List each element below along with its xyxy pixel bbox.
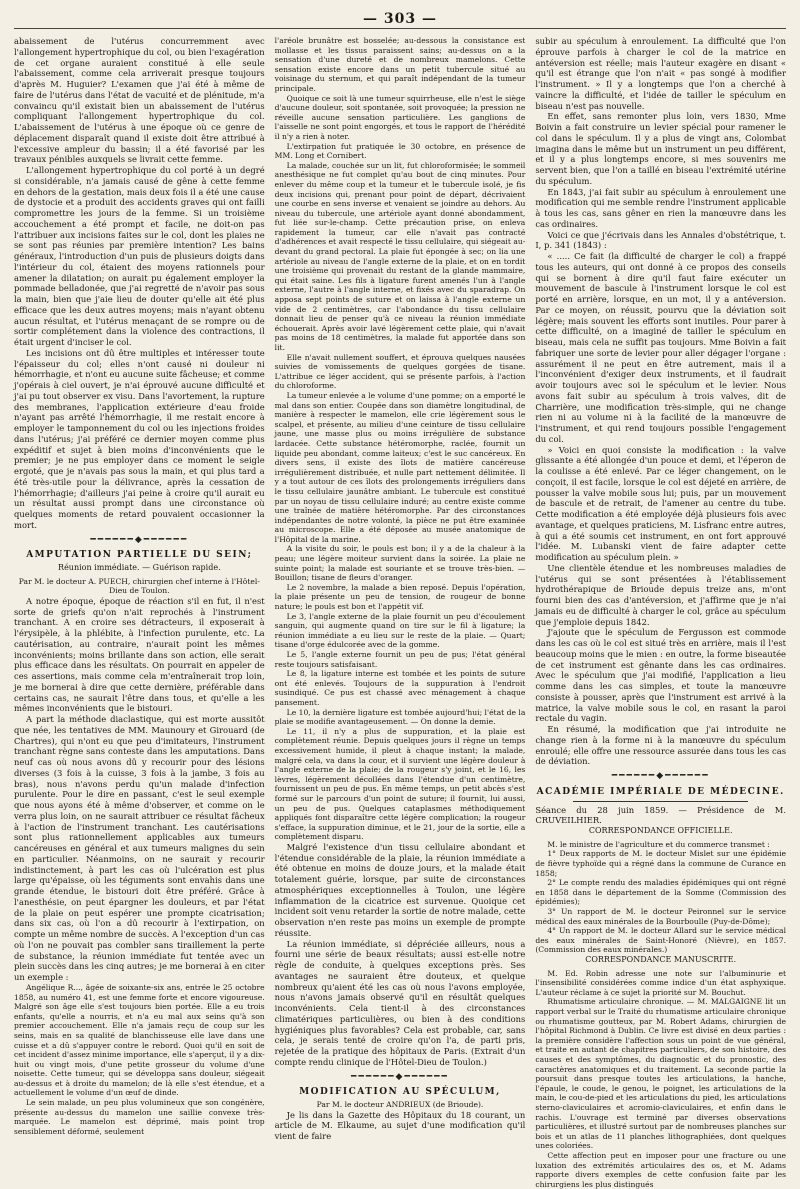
paragraph: M. Ed. Robin adresse une note sur l'albuminurie et l'insensibilité considérées comme indice d'un état asphyxique. L'auteur réclame à ce sujet la priorité sur M. Bouchut. — [535, 968, 787, 997]
paragraph: L'allongement hypertrophique du col porté à un degré si considérable, n'a jamais causé de gêne à cette femme en dehors de la gestation, mais deux fois il a été une cause de dystocie et a produit des accidents graves qui ont failli compromettre les jours de la femme. Si un troisième accouchement a été prompt et facile, ne doit-on pas l'attribuer aux incisions faites sur le col, dont les plaies ne se sont pas réunies par première intention? Les bains généraux, l'introduction d'un puis de plusieurs doigts dans l'intérieur du col, étaient des moyens rationnels pour amener la dilatation; on aurait pu également employer la pommade belladonée, que j'ai regretté de n'avoir pas sous la main, bien que j'aie lieu de douter qu'elle ait été plus efficace que les deux autres moyens; mais n'ayant obtenu aucun résultat, et l'utérus menaçant de se rompre ou de sortir complétement dans la violence des contractions, il était urgent d'inciser le col. — [14, 165, 265, 347]
paragraph: L'extirpation fut pratiquée le 30 octobre, en présence de MM. Long et Cornibert. — [274, 141, 526, 161]
paragraph: Malgré l'existence d'un tissu cellulaire abondant et l'étendue considérable de la plaie, la réunion immédiate a été obtenue en moins de douze jours, et la malade était totalement guérie, lorsque, par suite de circonstances atmosphériques exceptionnelles à Toulon, une légère inflammation de la cicatrice est survenue. Quoique cet incident soit venu retarder la sortie de notre malade, cette observation n'en reste pas moins un exemple de prompte réussite. — [274, 841, 526, 938]
subsection-heading: CORRESPONDANCE MANUSCRITE. — [585, 954, 737, 964]
paragraph: En effet, sans remonter plus loin, vers 1830, Mme Boivin a fait construire un levier spécial pour ramener le col dans le spéculum. Il y a plus de vingt ans, Colombat imagina dans le même but un instrument un peu différent, et il y a plus longtemps encore, si mes souvenirs me servent bien, que l'on a taillé en biseau l'extrémité utérine du spéculum. — [535, 111, 787, 186]
paragraph: 2° Le compte rendu des maladies épidémiques qui ont régné en 1858 dans le département de la Somme (Commission des épidémies); — [535, 878, 787, 907]
section-ornament: ━━━━━━◆━━━━━━ — [611, 771, 710, 781]
title-rule — [573, 801, 748, 802]
paragraph: Le 2 novembre, la malade a bien reposé. Depuis l'opération, la plaie présente un peu de tension, de rougeur de bonne nature; le pouls est bon et l'appétit vif. — [274, 582, 526, 612]
paragraph: Le sein malade, un peu plus volumineux que son congénère, présente au-dessus du mamelon une saillie convexe très-marquée. Le mamelon est déprimé, mais point trop sensiblement déformé, seulement — [14, 1098, 265, 1136]
page-header — [14, 8, 786, 30]
paragraph: Rhumatisme articulaire chronique. — M. MALGAIGNE lit un rapport verbal sur le Traité du rhumatisme articulaire chronique ou rhumatisme goutteux, par M. Robert Adams, chirurgien de l'hôpital Richmond à Dublin. Ce livre est divisé en deux parties : la première considère l'affection sous un point de vue général, et traite en autant de chapitres particuliers, de son histoire, des causes et des symptômes, du diagnostic et du pronostic, des caractères anatomiques et du traitement. La seconde partie la poursuit dans presque toutes les articulations, la hanche, l'épaule, le coude, le genou, le poignet, les articulations de la main, le cou-de-pied et les articulations du pied, les articulations sterno-claviculaires et acromio-claviculaires, et enfin dans le rachis. L'ouvrage est terminé par diverses observations particulières, et illustré surtout par de nombreuses planches sur bois et un atlas de 11 planches lithographiées, dont quelques unes coloriées. — [535, 997, 787, 1151]
paragraph: l'aréole brunâtre est bosselée; au-dessous la consistance est mollasse et les tissus paraissent sains; au-dessus on a la sensation d'une dureté et de nombreux mamelons. Cette sensation existe encore dans un petit tubercule situé au voisinage du sternum, et qui paraît indépendant de la tumeur principale. — [274, 36, 526, 93]
paragraph: En résumé, la modification que j'ai introduite ne change rien à la forme ni à la manœuvre du spéculum enroulé; elle offre une ressource assurée dans tous les cas de déviation. — [535, 724, 787, 767]
paragraph: Le 8, la ligature interne est tombée et les points de suture ont été enlevés. Toujours de la suppuration à l'endroit susindiqué. Ce pus est chassé avec ménagement à chaque pansement. — [274, 669, 526, 707]
paragraph: 1° Deux rapports de M. le docteur Mislet sur une épidémie de fièvre typhoïde qui a régné dans la commune de Curance en 1858; — [535, 849, 787, 878]
section-ornament: ━━━━━━◆━━━━━━ — [351, 1071, 449, 1082]
article-title: ACADÉMIE IMPÉRIALE DE MÉDECINE. — [536, 786, 785, 797]
article-subtitle: Réunion immédiate. — Guérison rapide. — [58, 563, 221, 572]
paragraph: Quoique ce soit là une tumeur squirrheuse, elle n'est le siège d'aucune douleur, soit spontanée, soit provoquée; la pression ne réveille aucune sensation particulière. Les ganglions de l'aisselle ne sont point engorgés, et tous le rapport de l'hérédité il n'y a rien à noter. — [274, 93, 526, 141]
paragraph: 4° Un rapport de M. le docteur Allard sur le service médical des eaux minérales de Saint-Honoré (Nièvre), en 1857. (Commission des eaux minérales.) — [535, 926, 787, 955]
paragraph: « ..... Ce fait (la difficulté de charger le col) a frappé tous les auteurs, qui ont donné à ce propos des conseils qui se bornent à dire qu'il faut faire exécuter un mouvement de bascule à l'instrument lorsque le col est porté en arrière, lorsque, en un mot, il y a antéversion. Par ce moyen, on réussit, pourvu que la déviation soit légère; mais souvent les efforts sont inutiles. Pour parer à cette difficulté, on a imaginé de tailler le spéculum en biseau, mais cela ne suffit pas toujours. Mme Boivin a fait fabriquer une sorte de levier pour aller dégager l'organe : assurément il ne peut en être autrement, mais il a l'inconvénient d'exiger deux instruments, et il faudrait avoir toujours avec soi le spéculum et le levier. Nous avons fait subir au spéculum à trois valves, dit de Charrière, une modification très-simple, qui ne change rien ni au volume ni à la facilité de la manœuvre de l'instrument, et qui rend toujours possible l'engagement du col. — [535, 251, 787, 444]
column-2 — [275, 36, 526, 1184]
article-title: AMPUTATION PARTIELLE DU SEIN; — [26, 550, 253, 561]
paragraph: La malade, couchée sur un lit, fut chloroformisée; le sommeil anesthésique ne fut complet qu'au bout de cinq minutes. Pour enlever du même coup et la tumeur et le tubercule isolé, je fis deux incisions qui, prenant pour point de départ, décrivaient une courbe en sens inverse et venaient se joindre au dehors. Au niveau du tubercule, une artériole ayant donné abondamment, fut liée sur-le-champ. Cette précaution prise, on enleva rapidement la tumeur, car elle n'avait pas contracté d'adhérences et avait respecté le tissu cellulaire, qui siégeait au-devant du grand pectoral. La plaie fut épongée à sec; on lia une artériole au niveau de l'angle externe de la plaie, et on en tordit une troisième qui provenait du restant de la glande mammaire, qui était saine. Les fils à ligature furent amenés l'un à l'angle externe, l'autre à l'angle interne, et fixés avec du sparadrap. On apposa sept points de suture et on laissa à l'angle externe un vide de 2 centimètres, car l'abondance du tissu cellulaire donnait lieu de penser qu'à ce niveau la réunion immédiate échouerait. Après avoir lavé légèrement cette plaie, qui n'avait pas moins de 18 centimètres, la malade fut apportée dans son lit. — [274, 160, 526, 352]
header-rule — [14, 28, 786, 29]
columns — [14, 36, 787, 1189]
section-ornament: ━━━━━━◆━━━━━━ — [90, 534, 189, 545]
article-author: Par M. le docteur A. PUECH, chirurgien chef interne à l'Hôtel-Dieu de Toulon. — [18, 576, 260, 596]
paragraph: subir au spéculum à enroulement. La difficulté que l'on éprouve parfois à charger le col de la matrice en antéversion est réelle; mais l'auteur exagère en disant « qu'il est étrange que l'on n'ait « pas songé à modifier l'instrument. » Il y a longtemps que l'on a cherché à vaincre la difficulté, et l'idée de tailler le spéculum en biseau n'est pas nouvelle. — [535, 36, 787, 111]
paragraph: A notre époque, époque de réaction s'il en fut, il n'est sorte de griefs qu'on n'ait reprochés à l'instrument tranchant. A en croire ses détracteurs, il exposerait à l'érysipèle, à la phlébite, à l'infection purulente, etc. La cautérisation, au contraire, n'aurait point les mêmes inconvénients; moins brillante dans son action, elle serait plus efficace dans les résultats. On pourrait en appeler de ces assertions, mais comme cela m'entraînerait trop loin, je me bornerai à dire que cette dernière, préférable dans certains cas, ne saurait l'être dans tous, et qu'elle a les mêmes inconvénients que le bistouri. — [14, 595, 265, 714]
paragraph: La réunion immédiate, si dépréciée ailleurs, nous a fourni une série de beaux résultats; aussi est-elle notre règle de conduite, à quelques exceptions près. Ses avantages ne sauraient être douteux, et quelque nombreux qu'aient été les cas où nous l'avons employée, nous n'avons jamais observé qu'il en résultât quelques inconvénients. Cela tient-il à des circonstances climatériques particulières, ou bien à des conditions hygiéniques plus favorables? Cela est probable, car, sans cela, je serais tenté de croire qu'on l'a, de parti pris, rejetée de la pratique des hôpitaux de Paris. (Extrait d'un compte rendu clinique de l'Hôtel-Dieu de Toulon.) — [274, 938, 526, 1067]
paragraph: Voici ce que j'écrivais dans les Annales d'obstétrique, t. I, p. 341 (1843) : — [535, 229, 787, 251]
paragraph: M. le ministre de l'agriculture et du commerce transmet : — [547, 839, 770, 849]
column-3 — [535, 36, 787, 1189]
paragraph: » Voici en quoi consiste la modification : la valve glissante a été allongée d'un pouce et demi, et l'éperon de la coulisse a été enlevé. Par ce léger changement, on le conçoit, il est facile, lorsque le col est déjeté en arrière, de pousser la valve mobile sous lui; puis, par un mouvement de bascule et de retrait, de l'amener au centre du tube. Cette modification a été employée déjà plusieurs fois avec avantage, et quelques praticiens, M. Lisfranc entre autres, à qui a été soumis cet instrument, en ont fort approuvé l'idée. M. Lubanski vient de faire adapter cette modification au spéculum plein. » — [535, 444, 787, 562]
article-title: MODIFICATION AU SPÉCULUM, — [299, 1087, 501, 1098]
paragraph: Les incisions ont dû être multiples et intéresser toute l'épaisseur du col; elles n'ont causé ni douleur ni hémorrhagie, et n'ont eu aucune suite fâcheuse; et comme j'opérais à ciel ouvert, je n'ai éprouvé aucune difficulté et j'ai pu tout observer ex visu. Dans l'avortement, la rupture des membranes, l'application extérieure d'eau froide n'ayant pas arrêté l'hémorrhagie, il me restait encore à employer le tamponnement du col ou les injections froides dans l'utérus; j'ai préféré ce dernier moyen comme plus expéditif et sujet à bien moins d'inconvénients que le premier; je ne pus employer dans ce moment le seigle ergoté, que je n'avais pas sous la main, et qui plus tard a été très-utile pour la délivrance, après la cessation de l'hémorrhagie; d'ailleurs j'ai peine à croire qu'il aurait eu un résultat aussi prompt dans une circonstance où quelques moments de retard pouvaient occasionner la mort. — [14, 347, 265, 530]
subsection-heading: CORRESPONDANCE OFFICIELLE. — [588, 826, 733, 835]
page-number: — 303 — — [363, 11, 437, 27]
paragraph: La tumeur enlevée a le volume d'une pomme; on a emporté le mal dans son entier. Coupée dans son diamètre longitudinal, de manière à respecter le mamelon, elle crie légèrement sous le scalpel, et présente, au milieu d'une ceinture de tissu cellulaire jaune, une masse plus ou moins irrégulière de substance lardacée. Cette substance hétéromorphe, raclée, fournit un liquide peu abondant, comme laiteux; c'est le suc cancéreux. En divers sens, il existe des îlots de matière cancéreuse irrégulièrement distribuée, et nulle part nettement délimitée. Il y a tout autour de ces îlots des prolongements irréguliers dans le tissu cellulaire jaunâtre ambiant. Le tubercule est constitué par un noyau de tissu cellulaire induré; au centre existe comme une traînée de matière hétéromorphe. Par des circonstances indépendantes de notre volonté, la pièce ne put être examinée au microscope. Elle a été déposée au musée anatomique de l'Hôpital de la marine. — [274, 390, 526, 544]
paragraph: abaissement de l'utérus concurremment avec l'allongement hypertrophique du col, ou bien l'exagération de cet organe auraient constitué à elle seule l'abaissement, comme cela arriverait presque toujours d'après M. Huguier? L'examen que j'ai été à même de faire de l'utérus dans l'état de vacuité et de plénitude, m'a convaincu qu'il existait bien un abaissement de l'utérus compliquant l'allongement hypertrophique du col. L'abaissement de l'utérus à une époque où ce genre de déplacement disparaît quand il existe doit être attribué à l'excessive ampleur du bassin; il a été favorisé par les travaux pénibles auxquels se livrait cette femme. — [14, 36, 265, 165]
paragraph: Elle n'avait nullement souffert, et éprouva quelques nausées suivies de vomissements de quelques gorgées de tisane. L'attribue ce léger accident, qui se présente parfois, à l'action du chloroforme. — [274, 352, 526, 391]
paragraph: Angélique R..., âgée de soixante-six ans, entrée le 25 octobre 1858, au numéro 41, est une femme forte et encore vigoureuse. Malgré son âge elle s'est toujours bien portée. Elle a eu trois enfants, qu'elle a nourris, et n'a eu mal aux seins qu'à son premier accouchement. Elle n'a jamais reçu de coup sur les seins, mais en sa qualité de blanchisseuse elle lave dans une cuisse et a dû s'appuyer contre le rebord. Quoi qu'il en soit de cet incident d'assez minime importance, elle s'aperçut, il y a dix-huit ou vingt mois, d'une petite grosseur du volume d'une noisette. Cette tumeur, qui se développa sans douleur, siégeait au-dessus et à droite du mamelon; de là elle s'est étendue, et a actuellement le volume d'un œuf de dinde. — [14, 982, 265, 1098]
paragraph: Une clientèle étendue et les nombreuses maladies de l'utérus qui se sont présentées à l'établissement hydrothérapique de Brioude depuis treize ans, m'ont fourni bien des cas d'antéversion, et j'affirme que je n'ai jamais eu de difficulté à charger le col, grâce au spéculum que j'emploie depuis 1842. — [535, 562, 787, 627]
paragraph: A part la méthode diaclastique, qui est morte aussitôt que née, les tentatives de MM. Maunoury et Girouard (de Chartres), qui n'ont eu que peu d'imitateurs, l'instrument tranchant règne sans conteste dans les amputations. Dans neuf cas où nous avons dû y recourir pour des lésions diverses (3 fois à la cuisse, 3 fois à la jambe, 3 fois au bras), nous n'avons perdu qu'un malade d'infection purulente. Pour le dire en passant, c'est le seul exemple que nous ayons été à même d'observer, et comme on le verra plus loin, on ne saurait attribuer ce résultat fâcheux à l'action de l'instrument tranchant. Les cautérisations sont plus rationnellement applicables aux tumeurs cancéreuses en général et aux tumeurs malignes du sein en particulier. Néanmoins, on ne saurait y recourir indistinctement, à part les cas où l'ulcération est plus large qu'épaisse, où les téguments sont envahis dans une grande étendue, le bistouri doit être préféré. Grâce à l'anesthésie, on peut épargner les douleurs, et par l'état de la plaie on peut espérer une prompte cicatrisation; dans six cas, où l'on a dû recourir à l'extirpation, on compte un même nombre de succès. A l'exception d'un cas où l'on ne pouvait pas combler sans tiraillement la perte de substance, la réunion immédiate fut tentée avec un plein succès dans les cinq autres; je me bornerai à en citer un exemple : — [14, 714, 265, 983]
paragraph: J'ajoute que le spéculum de Fergusson est commode dans les cas où le col est situé très en arrière, mais il l'est beaucoup moins que le mien : en outre, la forme biseautée de cet instrument est gênante dans les cas ordinaires. Avec le spéculum que j'ai modifié, l'application a lieu comme dans les cas simples, et toute la manœuvre consiste à pousser, après que l'instrument est arrivé à la matrice, la valve mobile sous le col, en rasant la paroi rectale du vagin. — [535, 627, 787, 724]
paragraph: Je lis dans la Gazette des Hôpitaux du 18 courant, un article de M. Elkaume, au sujet d'une modification qu'il vient de faire — [274, 1109, 526, 1142]
paragraph: Le 10, la dernière ligature est tombée aujourd'hui; l'état de la plaie se modifie avantageusement. — On donne la demie. — [274, 707, 526, 727]
paragraph: En 1843, j'ai fait subir au spéculum à enroulement une modification qui me semble rendre l'instrument applicable à tous les cas, sans gêner en rien la manœuvre dans les cas ordinaires. — [535, 186, 787, 229]
paragraph: Le 5, l'angle externe fournit un peu de pus; l'état général reste toujours satisfaisant. — [274, 650, 526, 669]
column-1 — [14, 36, 265, 1184]
paragraph: 3° Un rapport de M. le docteur Peironnel sur le service médical des eaux minérales de la Bourboulle (Puy-de-Dôme); — [535, 906, 787, 926]
paragraph: Le 11, il n'y a plus de suppuration, et la plaie est complètement réunie. Depuis quelques jours il règne un temps excessivement humide, il pleut à chaque instant; la malade, malgré cela, va dans la cour, et il survient une légère douleur à l'angle externe de la plaie; de la rougeur s'y joint, et le 16, les lèvres, légèrement décollées dans l'étendue d'un centimètre, fournissent un peu de pus. En même temps, un petit abcès s'est formé sur le parcours d'un point de suture; il fournit, lui aussi, un peu de pus. Quelques cataplasmes méthodiquement appliqués font disparaître cette légère complication; la rougeur s'efface, la suppuration diminue, et le 21, jour de la sortie, elle a complètement disparu. — [274, 726, 526, 842]
paragraph: A la visite du soir, le pouls est bon; il y a de la chaleur à la peau; une légère moiteur survient dans la soirée. La plaie ne suinte point; la malade est souriante et se trouve très-bien. — Bouillon; tisane de fleurs d'oranger. — [274, 544, 526, 583]
session-line: Séance du 28 juin 1859. — Présidence de M. CRUVEILHIER. — [535, 804, 787, 826]
paragraph: Cette affection peut en imposer pour une fracture ou une luxation des extrémités articulaires des os, et M. Adams rapporte divers exemples de cette confusion faite par les chirurgiens les plus distingués — [535, 1150, 787, 1189]
paragraph: Le 3, l'angle externe de la plaie fournit un peu d'écoulement sanguin, qui augmente quand on tire sur le fil à ligature; la réunion immédiate a eu lieu sur le reste de la plaie. — Quart; tisane d'orge édulcorée avec de la gomme. — [274, 611, 526, 650]
article-author: Par M. le docteur ANDRIEUX (de Brioude). — [316, 1100, 484, 1110]
